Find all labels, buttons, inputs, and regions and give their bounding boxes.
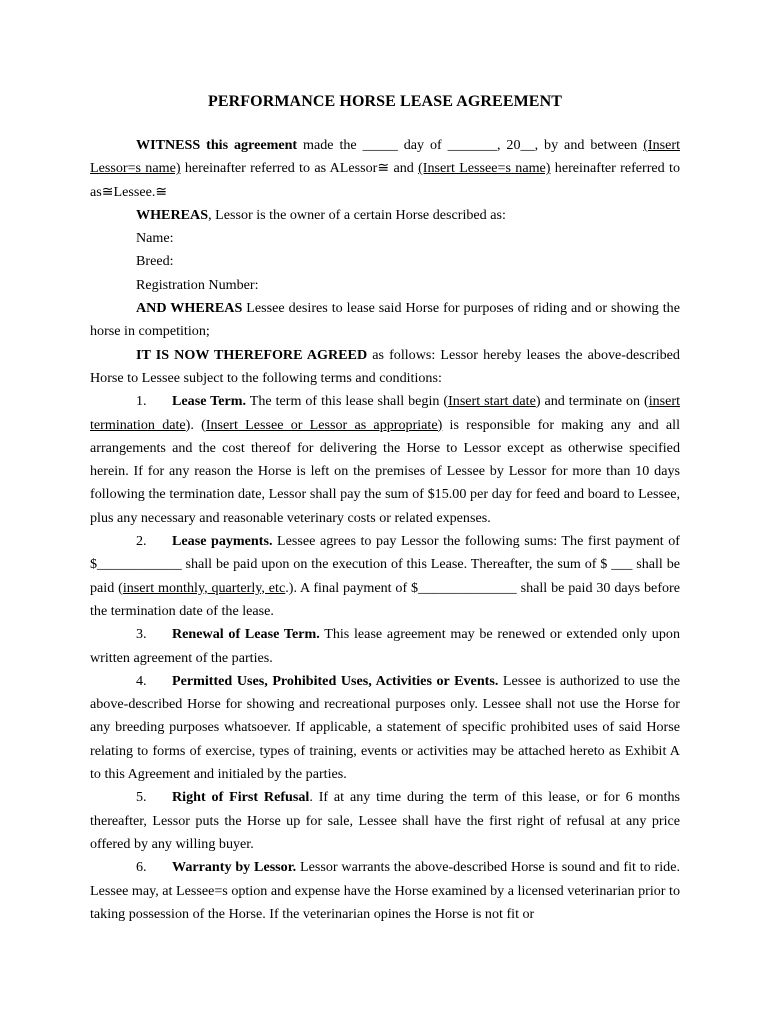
whereas-paragraph	[90, 204, 680, 227]
responsible-party-placeholder: Insert Lessee or Lessor as appropriate)	[205, 416, 443, 433]
agreed-lead: IT IS NOW THEREFORE AGREED	[136, 346, 368, 363]
section-lease-term	[90, 390, 680, 530]
section-number: 4.	[136, 672, 147, 689]
section-text: This lease agreement may be renewed or extended only upon written agreement of the parties.	[90, 626, 680, 666]
intro-text-1: made the _____ day of _______, 20__, by and between	[297, 137, 644, 153]
field-registration: Registration Number:	[136, 276, 259, 293]
section-number: 2.	[136, 533, 147, 550]
payment-frequency-placeholder: insert monthly, quarterly, etc	[122, 579, 286, 596]
intro-text-2: hereinafter referred to as ALessor≅ and	[180, 160, 419, 177]
section-heading: Right of First Refusal	[172, 789, 310, 806]
section-text: .). A final payment of $	[285, 579, 419, 596]
and-whereas-lead: AND WHEREAS	[136, 300, 243, 317]
section-heading: Lease payments.	[172, 533, 273, 550]
section-text: shall be paid upon on the execution of this Lease. Thereafter, the sum of $	[181, 556, 612, 573]
section-text: shall be paid (	[90, 556, 681, 596]
section-text: The term of this lease shall begin (	[246, 393, 449, 410]
termination-date-placeholder: insert termination date	[90, 393, 681, 433]
section-text: is responsible for making any and all arrangements and the cost thereof for delivering the Horse to Lessor except as otherwise specified herein. If for any reason the Horse is left on the premises of Lessee by Lessor for more than 10 days following the termination date, Lessor shall pay the sum of $15.00 per day for feed and board to Lessee, plus any necessary and reasonable veterinary costs or related expenses.	[90, 416, 680, 526]
section-number: 1.	[136, 393, 147, 410]
section-heading: Permitted Uses, Prohibited Uses, Activities or Events.	[172, 672, 499, 689]
whereas-text: , Lessor is the owner of a certain Horse described as:	[208, 206, 506, 223]
section-text: Lessee is authorized to use the above-described Horse for showing and recreational purposes only. Lessee shall not use the Horse for any breeding purposes whatsoever. If applicable, a statement of specific prohibited uses of said Horse relating to forms of exercise, types of training, events or activities may be attached hereto as Exhibit A to this Agreement and initialed by the parties.	[90, 672, 680, 783]
final-payment-blank: ______________	[418, 579, 517, 596]
section-text: Lessee agrees to pay Lessor the following sums: The first payment of $	[90, 533, 680, 573]
field-breed: Breed:	[136, 253, 174, 270]
section-text: ). (	[185, 416, 206, 433]
and-whereas-paragraph	[90, 297, 680, 344]
section-heading: Lease Term.	[172, 393, 247, 410]
section-heading: Warranty by Lessor.	[172, 859, 297, 876]
intro-paragraph	[90, 134, 680, 204]
section-text: shall be paid 30 days before the termination date of the lease.	[90, 579, 681, 619]
section-text: ) and terminate on (	[535, 393, 649, 410]
agreed-paragraph	[90, 344, 680, 391]
section-first-refusal	[90, 786, 680, 856]
section-number: 3.	[136, 626, 147, 643]
section-number: 5.	[136, 789, 147, 806]
document-body	[90, 134, 680, 926]
section-heading: Renewal of Lease Term.	[172, 626, 320, 643]
document-title: PERFORMANCE HORSE LEASE AGREEMENT	[207, 93, 562, 110]
lessor-name-placeholder: (Insert Lessor=s name)	[90, 137, 680, 177]
section-warranty	[90, 856, 680, 926]
section-permitted-uses	[90, 670, 680, 786]
and-whereas-text: Lessee desires to lease said Horse for purposes of riding and or showing the horse in competition;	[90, 300, 680, 340]
field-name: Name:	[136, 230, 174, 247]
intro-lead: WITNESS this agreement	[136, 137, 298, 153]
whereas-lead: WHEREAS	[136, 206, 209, 223]
lessee-name-placeholder: (Insert Lessee=s name)	[418, 160, 551, 177]
section-lease-payments	[90, 530, 680, 623]
agreed-text: as follows: Lessor hereby leases the above-described Horse to Lessee subject to the following terms and conditions:	[90, 346, 680, 386]
intro-text-3: hereinafter referred to as≅Lessee.≅	[90, 160, 680, 200]
section-text: . If at any time during the term of this lease, or for 6 months thereafter, Lessor puts the Horse up for sale, Lessee shall have the first right of refusal at any price offered by any willing buyer.	[90, 789, 680, 852]
recurring-payment-blank: ___	[611, 556, 633, 573]
start-date-placeholder: Insert start date	[448, 393, 536, 410]
first-payment-blank: ____________	[97, 556, 182, 573]
section-renewal	[90, 623, 680, 670]
section-number: 6.	[136, 859, 147, 876]
section-text: Lessor warrants the above-described Horse is sound and fit to ride. Lessee may, at Lessee=s option and expense have the Horse examined by a licensed veterinarian prior to taking possession of the Horse. If the veterinarian opines the Horse is not fit or	[90, 859, 680, 922]
